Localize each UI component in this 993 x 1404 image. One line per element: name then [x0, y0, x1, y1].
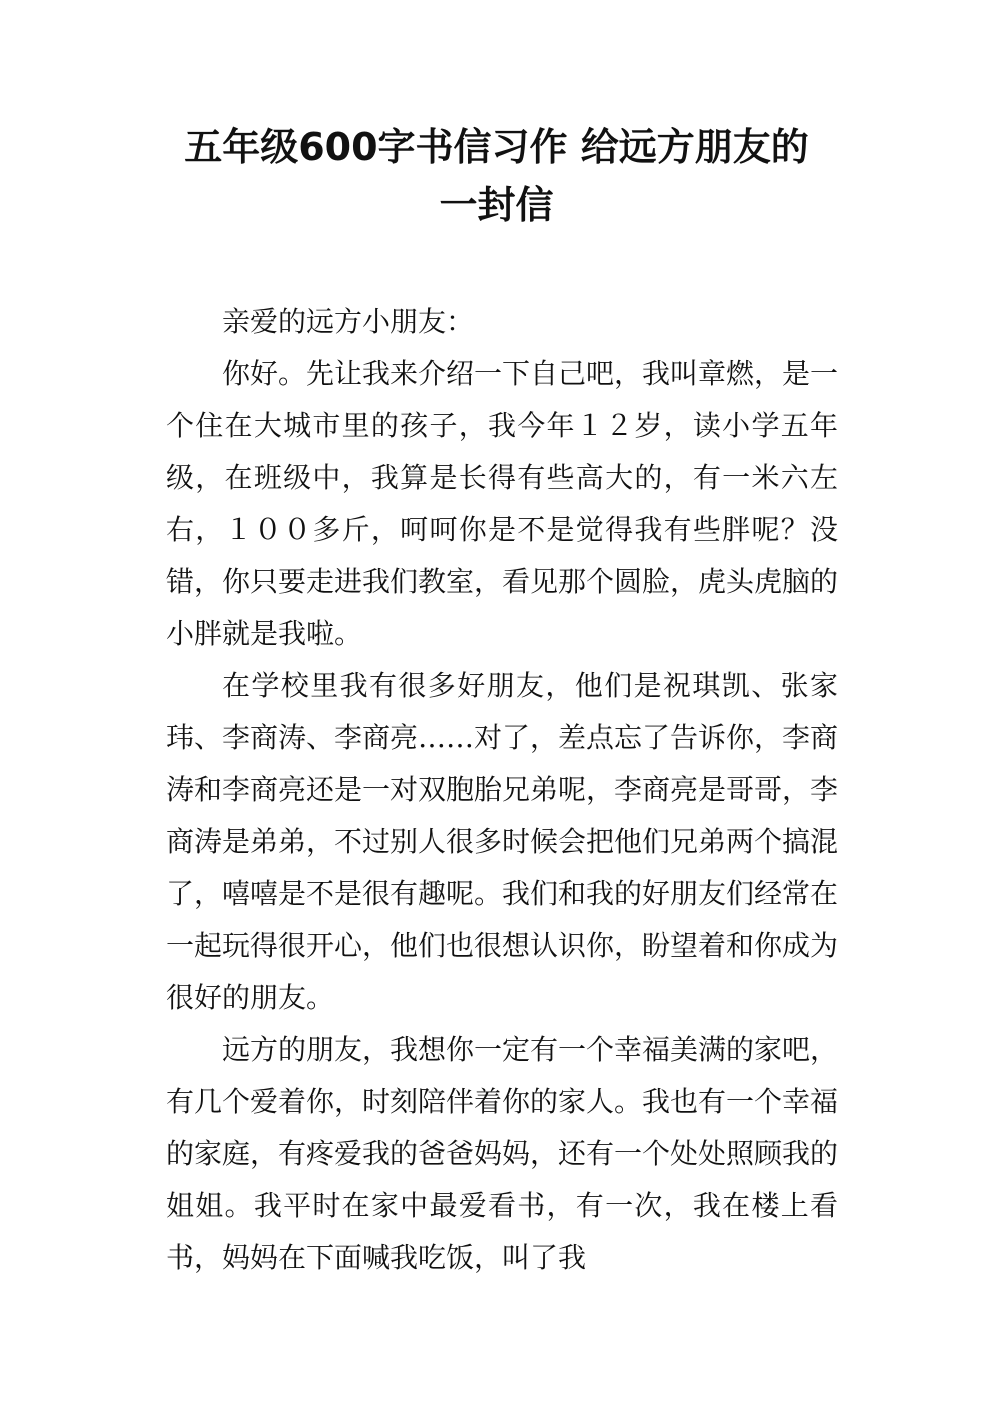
paragraph-family: 远方的朋友，我想你一定有一个幸福美满的家吧，有几个爱着你，时刻陪伴着你的家人。我也有一个幸福的家庭，有疼爱我的爸爸妈妈，还有一个处处照顾我的姐姐。我平时在家中最爱看书，有一次，我在楼上看书，妈妈在下面喊我吃饭，叫了我: [166, 1033, 839, 1274]
title-line-1: 五年级600字书信习作 给远方朋友的: [184, 125, 809, 169]
letter-body: [166, 296, 838, 1284]
document-title: [130, 118, 863, 234]
paragraph-introduction: 你好。先让我来介绍一下自己吧，我叫章燃，是一个住在大城市里的孩子，我今年１２岁，读小学五年级，在班级中，我算是长得有些高大的，有一米六左右，１００多斤，呵呵你是不是觉得我有些胖呢？没错，你只要走进我们教室，看见那个圆脸，虎头虎脑的小胖就是我啦。: [166, 357, 839, 650]
title-line-2: 一封信: [439, 183, 554, 227]
paragraph-school-friends: 在学校里我有很多好朋友，他们是祝琪凯、张家玮、李商涛、李商亮……对了，差点忘了告诉你，李商涛和李商亮还是一对双胞胎兄弟呢，李商亮是哥哥，李商涛是弟弟，不过别人很多时候会把他们兄弟两个搞混了，嘻嘻是不是很有趣呢。我们和我的好朋友们经常在一起玩得很开心，他们也很想认识你，盼望着和你成为很好的朋友。: [166, 669, 839, 1014]
letter-salutation: 亲爱的远方小朋友：: [222, 305, 475, 338]
